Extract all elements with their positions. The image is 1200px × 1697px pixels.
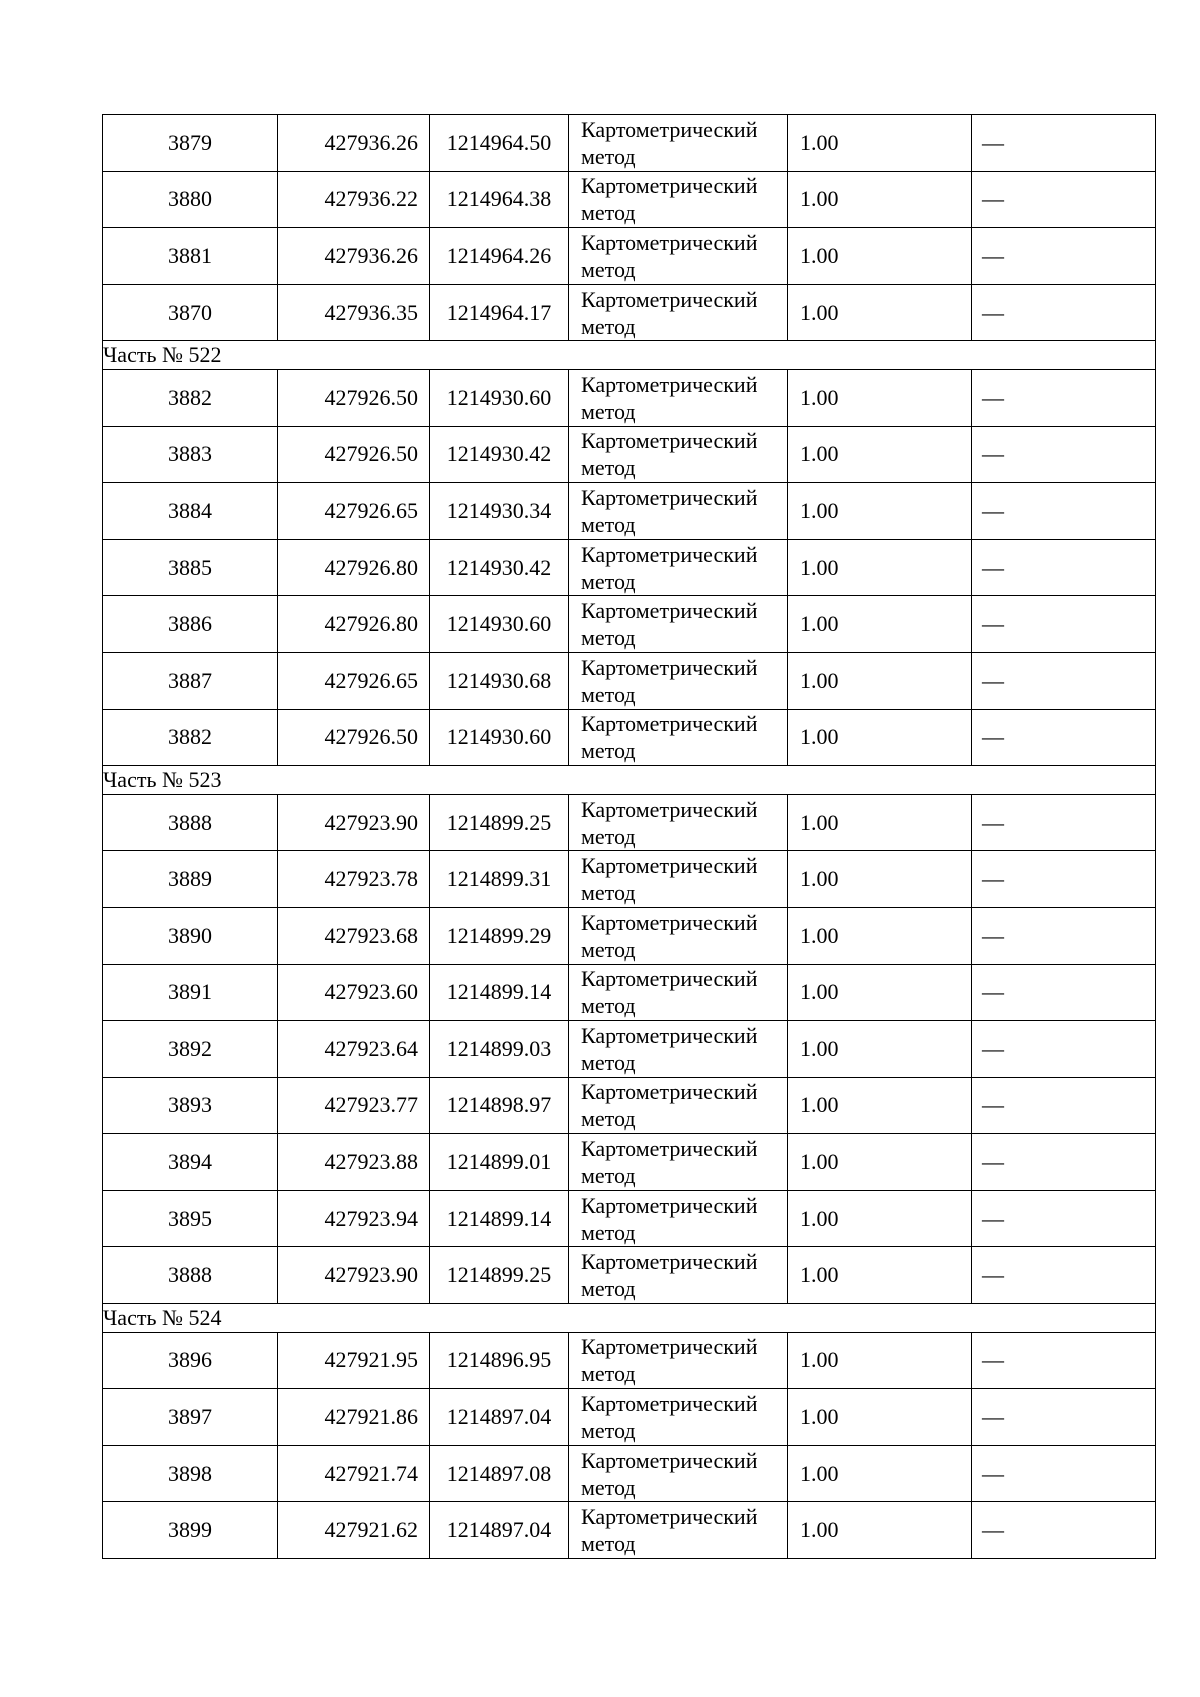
method-text-cont: метод xyxy=(581,1474,636,1500)
method-text-cont: метод xyxy=(581,568,636,594)
note-cell: — xyxy=(972,851,1156,908)
table-row xyxy=(103,284,1156,341)
y-coordinate-cell: 1214899.31 xyxy=(430,851,569,908)
method-cell xyxy=(569,851,788,908)
method-text-cont: метод xyxy=(581,1418,636,1444)
section-header-row xyxy=(103,341,1156,370)
table-row xyxy=(103,539,1156,596)
method-cell xyxy=(569,1445,788,1502)
table-row xyxy=(103,851,1156,908)
precision-cell: 1.00 xyxy=(788,652,972,709)
method-text: Картометрический xyxy=(581,1334,758,1360)
method-text-cont: метод xyxy=(581,625,636,651)
method-cell xyxy=(569,1247,788,1304)
y-coordinate-cell: 1214930.60 xyxy=(430,369,569,426)
point-number-cell: 3889 xyxy=(103,851,278,908)
method-text-cont: метод xyxy=(581,398,636,424)
point-number-cell: 3891 xyxy=(103,964,278,1021)
note-cell: — xyxy=(972,171,1156,228)
point-number-cell: 3886 xyxy=(103,596,278,653)
note-cell: — xyxy=(972,115,1156,172)
table-row xyxy=(103,652,1156,709)
method-text-cont: метод xyxy=(581,1219,636,1245)
x-coordinate-cell: 427926.65 xyxy=(278,483,430,540)
method-text: Картометрический xyxy=(581,1249,758,1275)
method-text-cont: метод xyxy=(581,936,636,962)
note-cell: — xyxy=(972,1502,1156,1559)
method-cell xyxy=(569,1134,788,1191)
method-cell xyxy=(569,964,788,1021)
precision-cell: 1.00 xyxy=(788,1502,972,1559)
x-coordinate-cell: 427921.74 xyxy=(278,1445,430,1502)
x-coordinate-cell: 427921.86 xyxy=(278,1389,430,1446)
precision-cell: 1.00 xyxy=(788,709,972,766)
precision-cell: 1.00 xyxy=(788,171,972,228)
method-text-cont: метод xyxy=(581,511,636,537)
y-coordinate-cell: 1214899.01 xyxy=(430,1134,569,1191)
note-cell: — xyxy=(972,1332,1156,1389)
method-text-cont: метод xyxy=(581,455,636,481)
table-row xyxy=(103,596,1156,653)
section-header-row xyxy=(103,1304,1156,1333)
precision-cell: 1.00 xyxy=(788,369,972,426)
point-number-cell: 3882 xyxy=(103,369,278,426)
method-cell xyxy=(569,1021,788,1078)
method-cell xyxy=(569,115,788,172)
table-row xyxy=(103,1190,1156,1247)
table-row xyxy=(103,426,1156,483)
method-cell xyxy=(569,369,788,426)
method-text-cont: метод xyxy=(581,880,636,906)
method-text: Картометрический xyxy=(581,1447,758,1473)
y-coordinate-cell: 1214964.38 xyxy=(430,171,569,228)
table-row xyxy=(103,483,1156,540)
point-number-cell: 3884 xyxy=(103,483,278,540)
precision-cell: 1.00 xyxy=(788,115,972,172)
point-number-cell: 3887 xyxy=(103,652,278,709)
table-row xyxy=(103,115,1156,172)
point-number-cell: 3883 xyxy=(103,426,278,483)
method-text-cont: метод xyxy=(581,143,636,169)
note-cell: — xyxy=(972,596,1156,653)
note-cell: — xyxy=(972,964,1156,1021)
method-cell xyxy=(569,228,788,285)
precision-cell: 1.00 xyxy=(788,284,972,341)
point-number-cell: 3892 xyxy=(103,1021,278,1078)
precision-cell: 1.00 xyxy=(788,964,972,1021)
x-coordinate-cell: 427936.22 xyxy=(278,171,430,228)
x-coordinate-cell: 427923.60 xyxy=(278,964,430,1021)
method-text: Картометрический xyxy=(581,853,758,879)
precision-cell: 1.00 xyxy=(788,228,972,285)
method-cell xyxy=(569,539,788,596)
point-number-cell: 3896 xyxy=(103,1332,278,1389)
point-number-cell: 3894 xyxy=(103,1134,278,1191)
table-row xyxy=(103,1077,1156,1134)
method-text: Картометрический xyxy=(581,1022,758,1048)
y-coordinate-cell: 1214899.29 xyxy=(430,907,569,964)
method-text-cont: метод xyxy=(581,681,636,707)
method-text: Картометрический xyxy=(581,541,758,567)
table-row xyxy=(103,228,1156,285)
note-cell: — xyxy=(972,228,1156,285)
note-cell: — xyxy=(972,1021,1156,1078)
precision-cell: 1.00 xyxy=(788,1445,972,1502)
note-cell: — xyxy=(972,709,1156,766)
y-coordinate-cell: 1214930.60 xyxy=(430,596,569,653)
method-text: Картометрический xyxy=(581,371,758,397)
y-coordinate-cell: 1214899.03 xyxy=(430,1021,569,1078)
precision-cell: 1.00 xyxy=(788,1389,972,1446)
table-row xyxy=(103,964,1156,1021)
method-text: Картометрический xyxy=(581,484,758,510)
y-coordinate-cell: 1214897.04 xyxy=(430,1389,569,1446)
precision-cell: 1.00 xyxy=(788,1247,972,1304)
table-row xyxy=(103,1134,1156,1191)
point-number-cell: 3895 xyxy=(103,1190,278,1247)
note-cell: — xyxy=(972,426,1156,483)
method-text-cont: метод xyxy=(581,200,636,226)
section-header-row xyxy=(103,766,1156,795)
precision-cell: 1.00 xyxy=(788,1190,972,1247)
table-row xyxy=(103,369,1156,426)
table-row xyxy=(103,1021,1156,1078)
x-coordinate-cell: 427923.68 xyxy=(278,907,430,964)
note-cell: — xyxy=(972,794,1156,851)
x-coordinate-cell: 427921.95 xyxy=(278,1332,430,1389)
table-row xyxy=(103,1389,1156,1446)
method-text: Картометрический xyxy=(581,1079,758,1105)
point-number-cell: 3888 xyxy=(103,794,278,851)
note-cell: — xyxy=(972,1134,1156,1191)
point-number-cell: 3870 xyxy=(103,284,278,341)
method-cell xyxy=(569,171,788,228)
method-cell xyxy=(569,1190,788,1247)
note-cell: — xyxy=(972,539,1156,596)
point-number-cell: 3879 xyxy=(103,115,278,172)
method-cell xyxy=(569,907,788,964)
table-row xyxy=(103,709,1156,766)
precision-cell: 1.00 xyxy=(788,1332,972,1389)
x-coordinate-cell: 427926.50 xyxy=(278,709,430,766)
point-number-cell: 3893 xyxy=(103,1077,278,1134)
method-cell xyxy=(569,794,788,851)
point-number-cell: 3898 xyxy=(103,1445,278,1502)
x-coordinate-cell: 427936.26 xyxy=(278,228,430,285)
method-text: Картометрический xyxy=(581,966,758,992)
point-number-cell: 3888 xyxy=(103,1247,278,1304)
x-coordinate-cell: 427921.62 xyxy=(278,1502,430,1559)
precision-cell: 1.00 xyxy=(788,907,972,964)
method-text-cont: метод xyxy=(581,1163,636,1189)
x-coordinate-cell: 427926.50 xyxy=(278,369,430,426)
y-coordinate-cell: 1214899.14 xyxy=(430,964,569,1021)
precision-cell: 1.00 xyxy=(788,483,972,540)
x-coordinate-cell: 427923.64 xyxy=(278,1021,430,1078)
precision-cell: 1.00 xyxy=(788,596,972,653)
method-cell xyxy=(569,652,788,709)
x-coordinate-cell: 427923.78 xyxy=(278,851,430,908)
precision-cell: 1.00 xyxy=(788,1021,972,1078)
method-cell xyxy=(569,1502,788,1559)
table-row xyxy=(103,907,1156,964)
precision-cell: 1.00 xyxy=(788,1134,972,1191)
table-row xyxy=(103,1332,1156,1389)
method-cell xyxy=(569,596,788,653)
method-text: Картометрический xyxy=(581,428,758,454)
note-cell: — xyxy=(972,1190,1156,1247)
point-number-cell: 3899 xyxy=(103,1502,278,1559)
point-number-cell: 3880 xyxy=(103,171,278,228)
x-coordinate-cell: 427926.65 xyxy=(278,652,430,709)
y-coordinate-cell: 1214897.08 xyxy=(430,1445,569,1502)
note-cell: — xyxy=(972,1389,1156,1446)
method-text: Картометрический xyxy=(581,286,758,312)
section-label: Часть № 522 xyxy=(103,341,1156,370)
y-coordinate-cell: 1214930.42 xyxy=(430,426,569,483)
table-body xyxy=(103,115,1156,1559)
table-row xyxy=(103,1445,1156,1502)
method-text: Картометрический xyxy=(581,1504,758,1530)
method-text: Картометрический xyxy=(581,598,758,624)
note-cell: — xyxy=(972,907,1156,964)
x-coordinate-cell: 427936.35 xyxy=(278,284,430,341)
x-coordinate-cell: 427926.80 xyxy=(278,539,430,596)
precision-cell: 1.00 xyxy=(788,539,972,596)
method-text-cont: метод xyxy=(581,256,636,282)
note-cell: — xyxy=(972,483,1156,540)
x-coordinate-cell: 427923.90 xyxy=(278,1247,430,1304)
section-label: Часть № 523 xyxy=(103,766,1156,795)
method-text: Картометрический xyxy=(581,654,758,680)
y-coordinate-cell: 1214930.42 xyxy=(430,539,569,596)
table-row xyxy=(103,794,1156,851)
note-cell: — xyxy=(972,284,1156,341)
note-cell: — xyxy=(972,369,1156,426)
y-coordinate-cell: 1214899.14 xyxy=(430,1190,569,1247)
point-number-cell: 3882 xyxy=(103,709,278,766)
x-coordinate-cell: 427923.77 xyxy=(278,1077,430,1134)
method-cell xyxy=(569,1332,788,1389)
x-coordinate-cell: 427923.94 xyxy=(278,1190,430,1247)
note-cell: — xyxy=(972,652,1156,709)
method-cell xyxy=(569,1077,788,1134)
method-cell xyxy=(569,284,788,341)
point-number-cell: 3890 xyxy=(103,907,278,964)
precision-cell: 1.00 xyxy=(788,426,972,483)
precision-cell: 1.00 xyxy=(788,1077,972,1134)
y-coordinate-cell: 1214964.17 xyxy=(430,284,569,341)
method-cell xyxy=(569,426,788,483)
method-cell xyxy=(569,1389,788,1446)
method-text: Картометрический xyxy=(581,1391,758,1417)
point-number-cell: 3885 xyxy=(103,539,278,596)
y-coordinate-cell: 1214898.97 xyxy=(430,1077,569,1134)
y-coordinate-cell: 1214964.50 xyxy=(430,115,569,172)
method-cell xyxy=(569,483,788,540)
y-coordinate-cell: 1214896.95 xyxy=(430,1332,569,1389)
precision-cell: 1.00 xyxy=(788,794,972,851)
y-coordinate-cell: 1214899.25 xyxy=(430,794,569,851)
note-cell: — xyxy=(972,1247,1156,1304)
x-coordinate-cell: 427936.26 xyxy=(278,115,430,172)
method-text: Картометрический xyxy=(581,1192,758,1218)
coordinates-table xyxy=(102,114,1156,1559)
note-cell: — xyxy=(972,1077,1156,1134)
y-coordinate-cell: 1214964.26 xyxy=(430,228,569,285)
method-text: Картометрический xyxy=(581,909,758,935)
method-text-cont: метод xyxy=(581,313,636,339)
table-row xyxy=(103,171,1156,228)
method-text-cont: метод xyxy=(581,993,636,1019)
method-text: Картометрический xyxy=(581,173,758,199)
method-text: Картометрический xyxy=(581,116,758,142)
method-text-cont: метод xyxy=(581,1049,636,1075)
method-text-cont: метод xyxy=(581,1106,636,1132)
method-text-cont: метод xyxy=(581,1361,636,1387)
table-row xyxy=(103,1502,1156,1559)
x-coordinate-cell: 427926.80 xyxy=(278,596,430,653)
section-label: Часть № 524 xyxy=(103,1304,1156,1333)
method-text: Картометрический xyxy=(581,711,758,737)
y-coordinate-cell: 1214930.68 xyxy=(430,652,569,709)
method-text-cont: метод xyxy=(581,1531,636,1557)
x-coordinate-cell: 427923.88 xyxy=(278,1134,430,1191)
method-text-cont: метод xyxy=(581,738,636,764)
method-text: Картометрический xyxy=(581,229,758,255)
point-number-cell: 3897 xyxy=(103,1389,278,1446)
method-text: Картометрический xyxy=(581,796,758,822)
note-cell: — xyxy=(972,1445,1156,1502)
point-number-cell: 3881 xyxy=(103,228,278,285)
method-text-cont: метод xyxy=(581,1276,636,1302)
table-row xyxy=(103,1247,1156,1304)
method-cell xyxy=(569,709,788,766)
y-coordinate-cell: 1214930.60 xyxy=(430,709,569,766)
x-coordinate-cell: 427923.90 xyxy=(278,794,430,851)
x-coordinate-cell: 427926.50 xyxy=(278,426,430,483)
y-coordinate-cell: 1214899.25 xyxy=(430,1247,569,1304)
y-coordinate-cell: 1214897.04 xyxy=(430,1502,569,1559)
precision-cell: 1.00 xyxy=(788,851,972,908)
method-text: Картометрический xyxy=(581,1136,758,1162)
method-text-cont: метод xyxy=(581,823,636,849)
y-coordinate-cell: 1214930.34 xyxy=(430,483,569,540)
